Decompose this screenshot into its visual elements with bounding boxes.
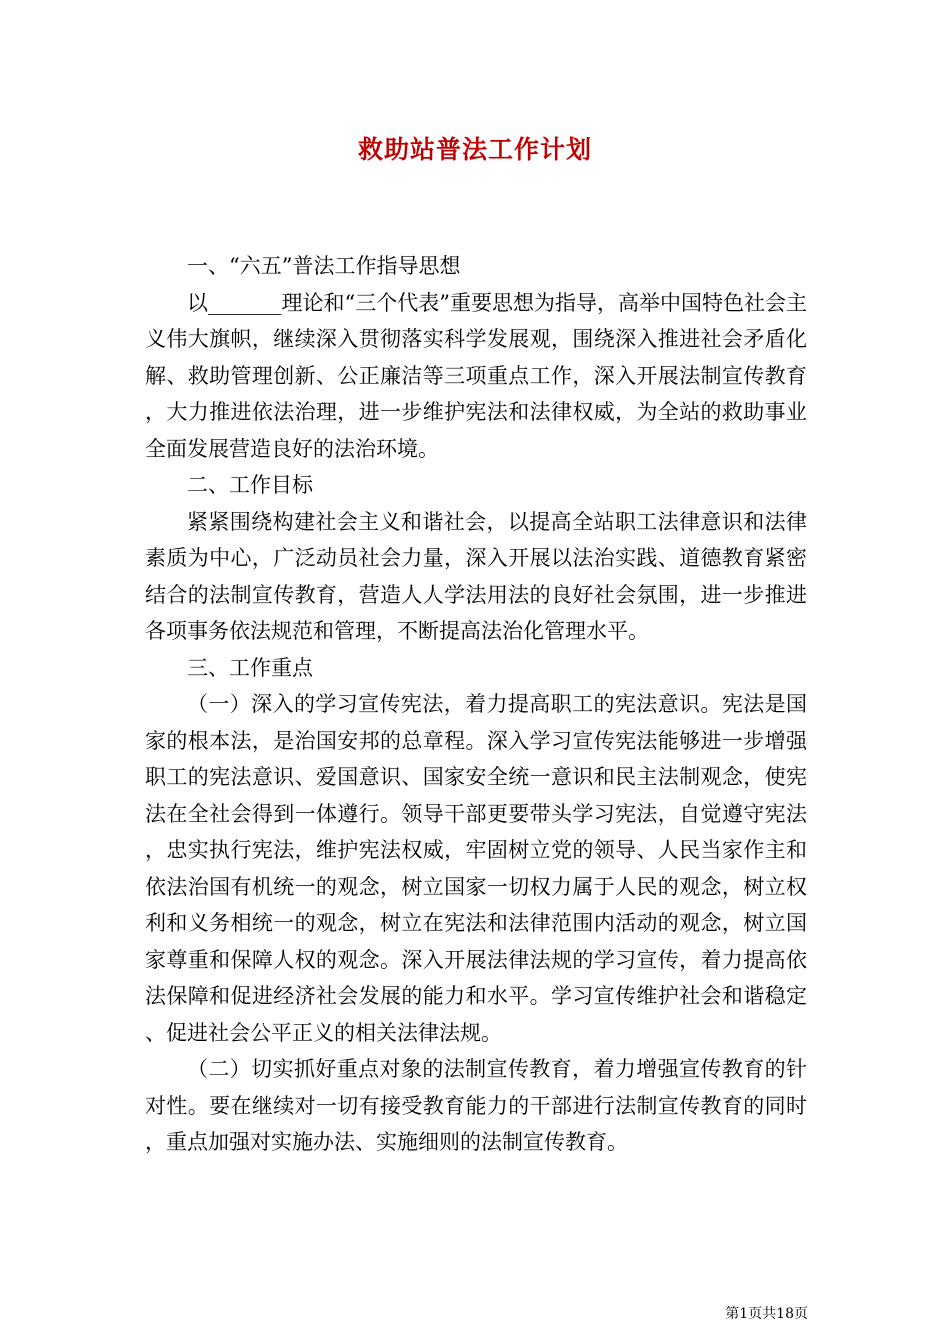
- page-number-footer: [0, 1305, 808, 1323]
- footer-current-page: 1: [739, 1306, 749, 1322]
- document-body: [145, 248, 807, 1161]
- paragraph-guiding-ideology: 以_______理论和“三个代表”重要思想为指导，高举中国特色社会主义伟大旗帜，继续深入贯彻落实科学发展观，围绕深入推进社会矛盾化解、救助管理创新、公正廉洁等三项重点工作，深入开展法制宣传教育，大力推进依法治理，进一步维护宪法和法律权威，为全站的救助事业全面发展营造良好的法治环境。: [145, 290, 807, 461]
- document-title: 救助站普法工作计划: [357, 135, 592, 164]
- footer-suffix: 页: [794, 1306, 808, 1322]
- footer-middle: 页共: [748, 1306, 777, 1322]
- paragraph-work-goals: 紧紧围绕构建社会主义和谐社会，以提高全站职工法律意识和法律素质为中心，广泛动员社会力量，深入开展以法治实践、道德教育紧密结合的法制宣传教育，营造人人学法用法的良好社会氛围，进一步推进各项事务依法规范和管理，不断提高法治化管理水平。: [145, 509, 807, 643]
- section-heading-guiding-ideology: 一、“六五”普法工作指导思想: [187, 254, 461, 278]
- section-heading-work-goals: 二、工作目标: [187, 473, 313, 497]
- paragraph-focus-key-targets: （二）切实抓好重点对象的法制宣传教育，着力增强宣传教育的针对性。要在继续对一切有接受教育能力的干部进行法制宣传教育的同时，重点加强对实施办法、实施细则的法制宣传教育。: [145, 1057, 807, 1154]
- paragraph-focus-constitution: （一）深入的学习宣传宪法，着力提高职工的宪法意识。宪法是国家的根本法，是治国安邦的总章程。深入学习宣传宪法能够进一步增强职工的宪法意识、爱国意识、国家安全统一意识和民主法制观念，使宪法在全社会得到一体遵行。领导干部更要带头学习宪法，自觉遵守宪法，忠实执行宪法，维护宪法权威，牢固树立党的领导、人民当家作主和依法治国有机统一的观念，树立国家一切权力属于人民的观念，树立权利和义务相统一的观念，树立在宪法和法律范围内活动的观念，树立国家尊重和保障人权的观念。深入开展法律法规的学习宣传，着力提高依法保障和促进经济社会发展的能力和水平。学习宣传维护社会和谐稳定、促进社会公平正义的相关法律法规。: [145, 692, 807, 1045]
- section-heading-work-focus: 三、工作重点: [187, 655, 313, 680]
- footer-total-pages: 18: [776, 1306, 794, 1322]
- footer-prefix: 第: [725, 1306, 740, 1322]
